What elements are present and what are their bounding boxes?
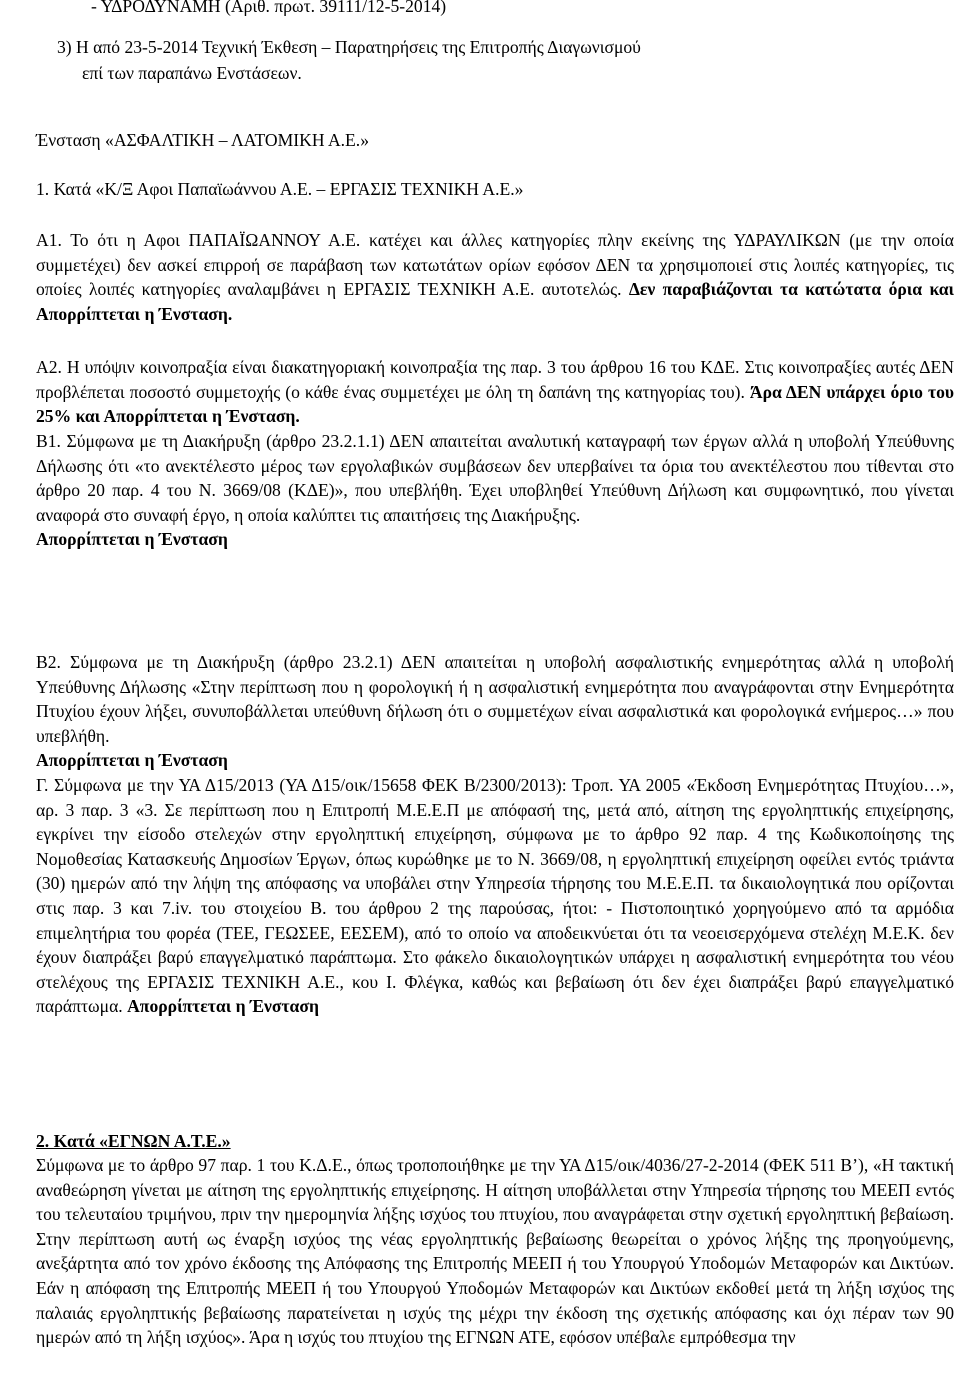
paragraph-b2: Β2. Σύμφωνα με τη Διακήρυξη (άρθρο 23.2.1) ΔΕΝ απαιτείται η υποβολή ασφαλιστικής ενημερότητας αλλά η υποβολή Υπεύθυνης Δήλωσης «Στην περίπτωση που η φορολογική ή η ασφαλιστική ενημερότητα που αναγράφονται στην Ενημερότητα Πτυχίου έχουν λήξει, συνυποβάλλεται υπεύθυνη δήλωση ότι ο συμμετέχων είναι ασφαλιστικά και φορολογικά ενήμερος…» που υπεβλήθη. Απορρίπτεται η Ένσταση — [36, 652, 954, 771]
b1-conclusion: Απορρίπτεται η Ένσταση — [36, 529, 228, 550]
item-3-heading-line: 3) Η από 23-5-2014 Τεχνική Έκθεση – Παρατηρήσεις της Επιτροπής Διαγωνισμού — [57, 37, 641, 57]
a2-conclusion: Άρα ΔΕΝ υπάρχει όριο του 25% και Απορρίπτεται η Ένσταση. — [36, 381, 955, 427]
section-1-title: 1. Κατά «Κ/Ξ Αφοι Παπαϊωάννου Α.Ε. – ΕΡΓΑΣΙΣ ΤΕΧΝΙΚΗ Α.Ε.» — [36, 179, 524, 199]
objection-title: Ένσταση «ΑΣΦΑΛΤΙΚΗ – ΛΑΤΟΜΙΚΗ Α.Ε.» — [36, 130, 369, 150]
paragraph-g: Γ. Σύμφωνα με την ΥΑ Δ15/2013 (ΥΑ Δ15/οικ/15658 ΦΕΚ Β/2300/2013): Τροπ. ΥΑ 2005 «Έκδοση Ενημερότητας Πτυχίου…», αρ. 3 παρ. 3 «3. Σε περίπτωση που η Επιτροπή Μ.Ε.Ε.Π με απόφασή της, μετά από, αίτηση της εργοληπτικής επιχείρησης, εγκρίνει την είσοδο στελεχών στην εργοληπτική επιχείρηση, σύμφωνα με το άρθρο 92 παρ. 4 της Κωδικοποίησης της Νομοθεσίας Κατασκευής Δημοσίων Έργων, όπως κυρώθηκε με το Ν. 3669/08, η εργοληπτική επιχείρηση οφείλει εντός τριάντα (30) ημερών από την λήψη της απόφασης να υποβάλει στην Υπηρεσία τήρησης του Μ.Ε.Ε.Π. τα δικαιολογητικά που ορίζονται στις παρ. 3 και 7.iv. του στοιχείου Β. του άρθρου 2 της παρούσας, ήτοι: - Πιστοποιητικό χορηγούμενο από τα αρμόδια επιμελητήρια του φορέα (ΤΕΕ, ΓΕΩΣΕΕ, ΕΕΣΕΜ), από το οποίο να αποδεικνύεται ότι τα νεοεισερχόμενα στελέχη Μ.Ε.Κ. δεν έχουν διαπράξει βαρύ επαγγελματικό παράπτωμα. Στο φάκελο δικαιολογητικών υπάρχει η ασφαλιστική ενημερότητα του νέου στελέχους της ΕΡΓΑΣΙΣ ΤΕΧΝΙΚΗ Α.Ε., κου Ι. Φλέγκα, καθώς και βεβαίωση ότι δεν έχει διαπράξει βαρύ επαγγελματικό παράπτωμα. Απορρίπτεται η Ένσταση — [36, 775, 954, 1017]
paragraph-a1: Α1. Το ότι η Αφοι ΠΑΠΑΪΩΑΝΝΟΥ Α.Ε. κατέχει και άλλες κατηγορίες πλην εκείνης της ΥΔΡΑΥΛΙΚΩΝ (με την οποία συμμετέχει) δεν ασκεί επιρροή σε παράβαση των κατωτάτων ορίων εφόσον ΔΕΝ τα χρησιμοποιεί στις λοιπές κατηγορίες, τις οποίες λοιπές κατηγορίες αναλαμβάνει η ΕΡΓΑΣΙΣ ΤΕΧΝΙΚΗ Α.Ε. αυτοτελώς. Δεν παραβιάζονται τα κατώτατα όρια και Απορρίπτεται η Ένσταση. — [36, 230, 955, 324]
g-conclusion: Απορρίπτεται η Ένσταση — [127, 996, 319, 1017]
list-item-ydrodynami: - ΥΔΡΟΔΥΝΑΜΗ (Αριθ. πρωτ. 39111/12-5-2014) — [91, 0, 447, 16]
item-3-heading-line-2: επί των παραπάνω Ενστάσεων. — [82, 63, 302, 83]
b2-conclusion: Απορρίπτεται η Ένσταση — [36, 750, 228, 771]
paragraph-section-2: Σύμφωνα με το άρθρο 97 παρ. 1 του Κ.Δ.Ε., όπως τροποποιήθηκε με την ΥΑ Δ15/οικ/4036/27-2-2014 (ΦΕΚ 511 Β’), «Η τακτική αναθεώρηση γίνεται με αίτηση της εργοληπτικής επιχείρησης. Η αίτηση υποβάλλεται στην Υπηρεσία τήρησης του ΜΕΕΠ εντός του τελευταίου τριμήνου, πριν την ημερομηνία λήξης ισχύος του πτυχίου, που αναγράφεται στην σχετική εργοληπτική βεβαίωση. Στην περίπτωση αυτή ως έναρξη ισχύος της νέας εργοληπτικής βεβαίωσης θεωρείται ο χρόνος λήξης της προηγούμενης, ανεξάρτητα από τον χρόνο έκδοσης της Απόφασης της Επιτροπής ΜΕΕΠ ή του Υπουργού Υποδομών Μεταφορών και Δικτύων. Εάν η απόφαση της Επιτροπής ΜΕΕΠ ή του Υπουργού Υποδομών Μεταφορών και Δικτύων εκδοθεί μετά τη λήξη ισχύος της παλαιάς εργοληπτικής βεβαίωσης παρατείνεται η ισχύς της μέχρι την έκδοση της σχετικής απόφασης και όχι πέραν των 90 ημερών από τη λήξη ισχύος». Άρα η ισχύς του πτυχίου της ΕΓΝΩΝ ΑΤΕ, εφόσον υπέβαλε εμπρόθεσμα την — [36, 1155, 954, 1348]
section-2-title: 2. Κατά «ΕΓΝΩΝ Α.Τ.Ε.» — [36, 1131, 231, 1151]
paragraph-b1: Β1. Σύμφωνα με τη Διακήρυξη (άρθρο 23.2.1.1) ΔΕΝ απαιτείται αναλυτική καταγραφή των έργων αλλά η υποβολή Υπεύθυνης Δήλωσης ότι «το ανεκτέλεστο μέρος των εργολαβικών συμβάσεων δεν υπερβαίνει τα όρια του ανεκτέλεστου που τίθενται στο άρθρο 20 παρ. 4 του Ν. 3669/08 (ΚΔΕ)», που υπεβλήθη. Έχει υποβληθεί Υπεύθυνη Δήλωση και συμφωνητικό, που γίνεται αναφορά στο συναφή έργο, η οποία καλύπτει τις απαιτήσεις της Διακήρυξης. Απορρίπτεται η Ένσταση — [36, 431, 954, 550]
a1-conclusion: Δεν παραβιάζονται τα κατώτατα όρια και Απορρίπτεται η Ένσταση. — [36, 279, 955, 324]
paragraph-a2: Α2. Η υπόψιν κοινοπραξία είναι διακατηγοριακή κοινοπραξία της παρ. 3 του άρθρου 16 του ΚΔΕ. Στις κοινοπραξίες αυτές ΔΕΝ προβλέπεται ποσοστό συμμετοχής (ο κάθε ένας συμμετέχει με όλη τη δαπάνη της κατηγορίας του). Άρα ΔΕΝ υπάρχει όριο του 25% και Απορρίπτεται η Ένσταση. — [36, 357, 955, 427]
